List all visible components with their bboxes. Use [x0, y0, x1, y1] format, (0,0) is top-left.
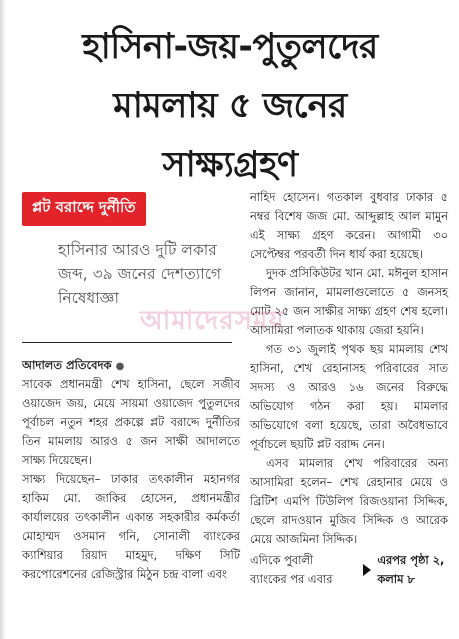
right-paragraph-5: এদিকে পুবালী ব্যাংকের পর এবার: [250, 553, 333, 586]
byline-text: আদালত প্রতিবেদক: [22, 358, 112, 372]
byline: [22, 357, 240, 375]
headline-line-3: সাক্ষ্যগ্রহণ: [162, 145, 298, 185]
right-paragraph-1: নাহিদ হোসেন। গতকাল বুধবার ঢাকার ৫ নম্বর বিশেষ জজ মো. আব্দুল্লাহ আল মামুন এই সাক্ষ্য গ্রহণ করেন। আগামী ৩০ সেপ্টেম্বর পরবর্তী দিন ধার্য করা হয়েছে।: [250, 190, 448, 261]
right-paragraph-4: এসব মামলার শেখ পরিবারের অন্য আসামিরা হলেন– শেখ রেহানার মেয়ে ও ব্রিটিশ এমপি টিউলিপ রিজওয়ানা সিদ্দিক, ছেলে রাদওয়ান মুজিব সিদ্দিক ও আরেক মেয়ে আজমিনা সিদ্দিক।: [250, 456, 448, 546]
headline: [20, 18, 440, 195]
right-column: [250, 188, 448, 589]
left-paragraph-2: সাক্ষ্য দিয়েছেন– ঢাকার তৎকালীন মহানগর হাকিম মো. জাকির হোসেন, প্রধানমন্ত্রীর কার্যালয়ের তৎকালীন একান্ত সহকারীর কর্মকর্তা মোহাম্মদ ওসমান গনি, সোনালী ব্যাংকের ক্যাশিয়ার রিয়াদ মাহমুদ, দক্ষিণ সিটি করপোরেশনের রেজিস্ট্রার মিঠুন চন্দ্র বালা এবং: [22, 472, 240, 581]
page-fold-edge: [0, 0, 6, 639]
arrow-right-icon: [363, 564, 371, 576]
headline-line-1: হাসিনা-জয়-পুতুলদের: [82, 27, 378, 67]
watermark: আমাদেরসময়: [140, 306, 285, 336]
right-paragraph-2: দুদক প্রসিকিউটর খান মো. মঈনুল হাসান লিপন জানান, মামলাগুলোতে ৫ জনসহ মোট ২৫ জন সাক্ষীর সাক্ষ্য গ্রহণ শেষ হলো। আসামিরা পলাতক থাকায় জেরা হয়নি।: [250, 266, 448, 337]
left-paragraph-1: সাবেক প্রধানমন্ত্রী শেখ হাসিনা, ছেলে সজীব ওয়াজেদ জয়, মেয়ে সায়মা ওয়াজেদ পুতুলদের পূর্বাচল নতুন শহর প্রকল্পে প্লট বরাদ্দে দুর্নীতির তিন মামলায় আরও ৫ জন সাক্ষী আদালতে সাক্ষ্য দিয়েছেন।: [22, 377, 240, 467]
subheadline: হাসিনার আরও দুটি লকার জব্দ, ৩৯ জনের দেশত্যাগে নিষেধাজ্ঞা: [58, 241, 222, 307]
bullet-icon: ●: [115, 361, 125, 372]
divider: [22, 342, 232, 343]
continuation-line: [250, 551, 448, 589]
continuation-link[interactable]: এরপর পৃষ্ঠা ২, কলাম ৮: [377, 553, 445, 586]
headline-line-2: মামলায় ৫ জনের: [113, 86, 347, 126]
left-column: [22, 188, 240, 584]
right-paragraph-3: গত ৩১ জুলাই পৃথক ছয় মামলায় শেখ হাসিনা, শেখ রেহানাসহ পরিবারের সাত সদস্য ও আরও ১৬ জনের বিরুদ্ধে অভিযোগ গঠন করা হয়। মামলার অভিযোগে বলা হয়েছে, তারা অবৈধভাবে পূর্বাচলে ছয়টি প্লট বরাদ্দ নেন।: [250, 342, 448, 451]
kicker-badge: প্লট বরাদ্দে দুর্নীতি: [22, 192, 146, 226]
